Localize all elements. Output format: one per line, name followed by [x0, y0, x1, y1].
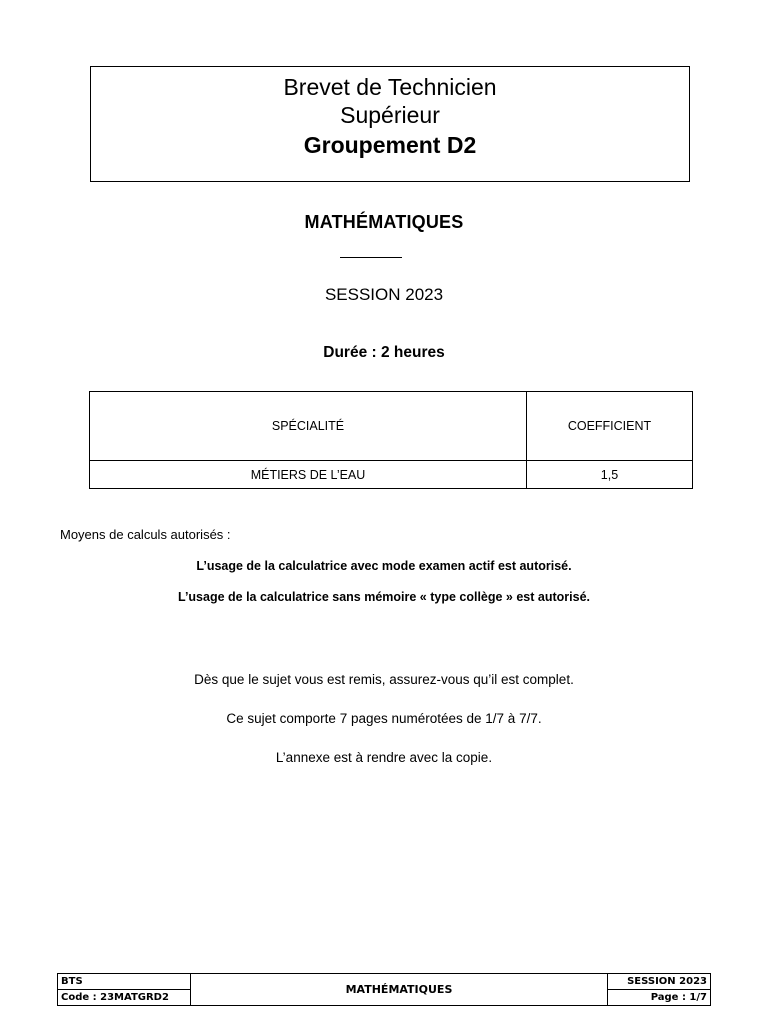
table-header-specialty: SPÉCIALITÉ — [90, 392, 527, 461]
notice-pages: Ce sujet comporte 7 pages numérotées de 1/7 à 7/7. — [226, 711, 542, 726]
footer-session: SESSION 2023 — [608, 974, 711, 990]
calculator-rule-exam-mode: L’usage de la calculatrice avec mode examen actif est autorisé. — [196, 559, 572, 573]
subject-divider — [340, 257, 402, 258]
page-footer — [57, 973, 711, 1006]
notice-annex: L’annexe est à rendre avec la copie. — [275, 750, 493, 765]
footer-code: Code : 23MATGRD2 — [58, 990, 191, 1006]
table-header-coefficient: COEFFICIENT — [527, 392, 693, 461]
title-line-3: Groupement D2 — [303, 132, 477, 158]
specialty-table — [89, 391, 693, 489]
session-label: SESSION 2023 — [324, 285, 444, 304]
title-line-1: Brevet de Technicien — [283, 74, 497, 100]
footer-page-number: Page : 1/7 — [608, 990, 711, 1006]
table-row — [90, 461, 693, 489]
calculator-rule-no-memory: L’usage de la calculatrice sans mémoire « type collège » est autorisé. — [178, 590, 590, 604]
duration-label: Durée : 2 heures — [323, 344, 445, 361]
footer-exam-type: BTS — [58, 974, 191, 990]
calculators-intro: Moyens de calculs autorisés : — [60, 527, 231, 542]
table-cell-coefficient: 1,5 — [527, 461, 693, 489]
subject-title: MATHÉMATIQUES — [304, 212, 464, 232]
table-header-row — [90, 392, 693, 461]
title-box — [90, 66, 690, 182]
title-line-2: Supérieur — [340, 102, 440, 128]
notice-complete: Dès que le sujet vous est remis, assurez-vous qu’il est complet. — [194, 672, 574, 687]
table-cell-specialty: MÉTIERS DE L’EAU — [90, 461, 527, 489]
footer-subject: MATHÉMATIQUES — [191, 974, 608, 1006]
